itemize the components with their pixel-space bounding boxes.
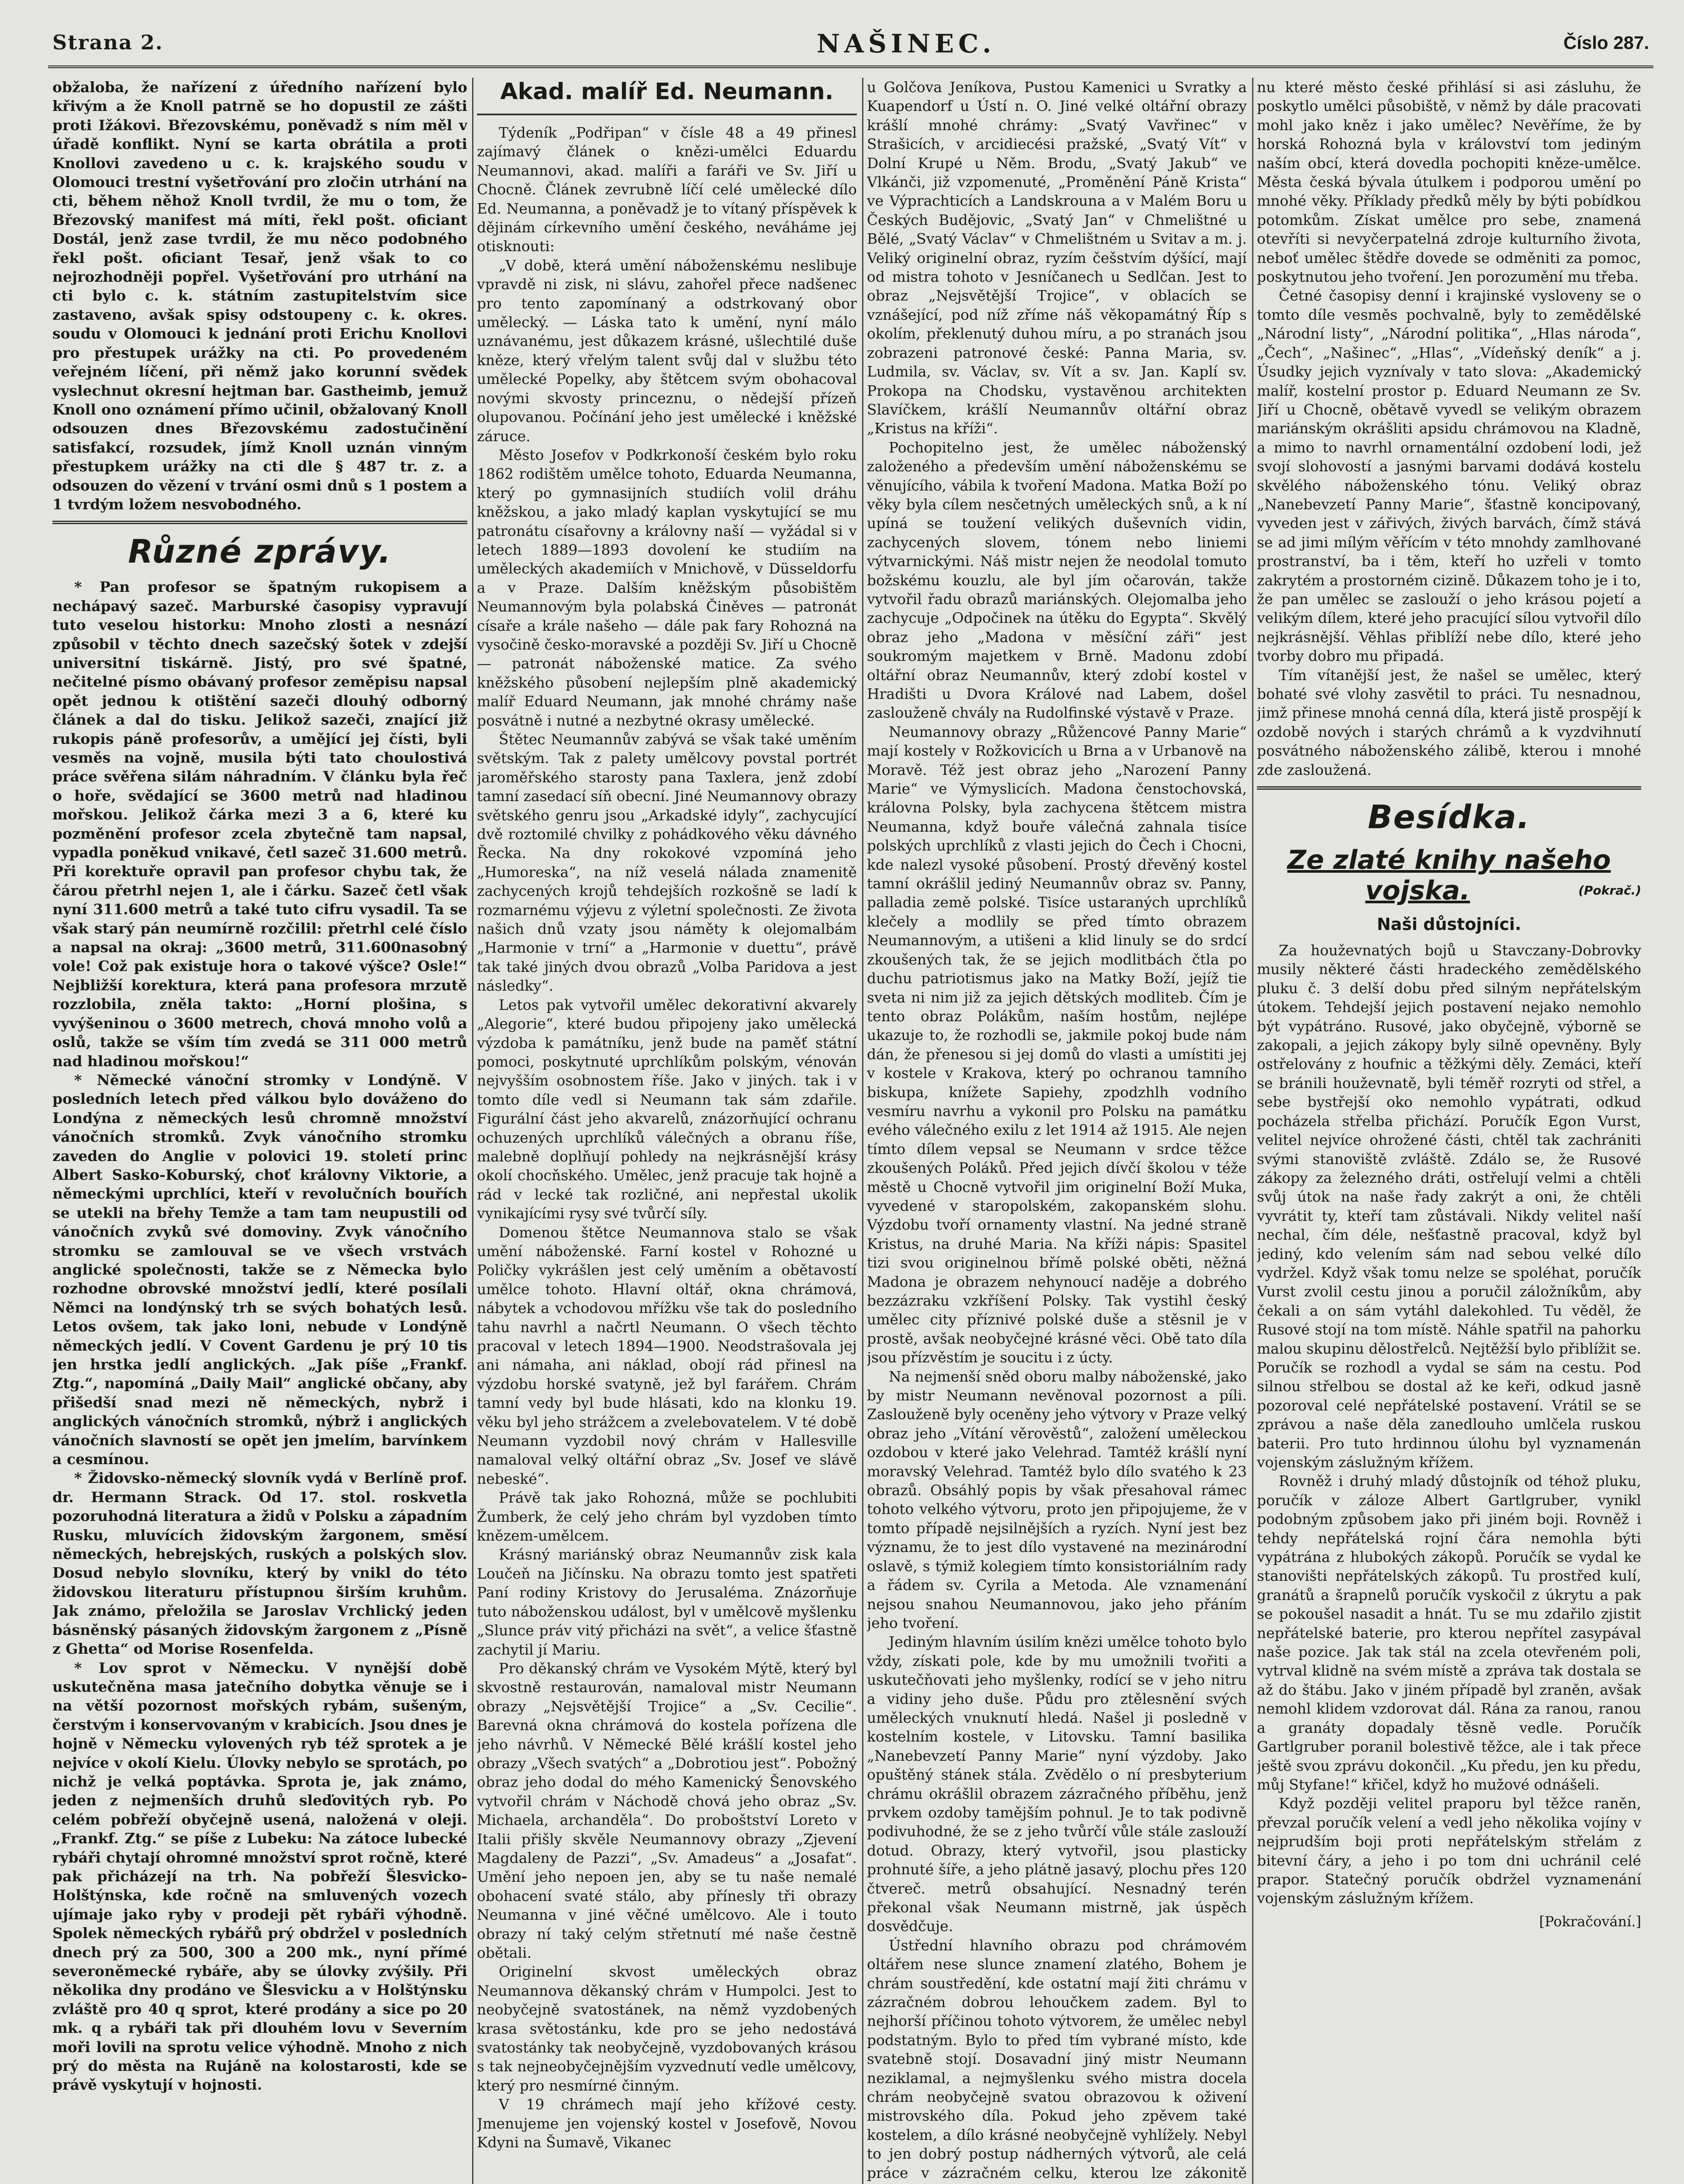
header-rule [48,66,1653,68]
news-item: * Židovsko-německý slovník vydá v Berlíně prof. dr. Hermann Strack. Od 17. stol. roskvetla pozoruhodná literatura a židů v Polsku a západním Rusku, mluvících židovským žargonem, směsí německých, hebrejských, ruských a polských slov. Dosud nebylo slovníku, který by vnikl do této židovskou literaturu přístupnou širším kruhům. Jak známo, přeložila se Jaroslav Vrchlický jeden básněnský pásaných židovským žargonem z „Písně z Ghetta“ od Morise Rosenfelda. [52,1469,467,1658]
column-3 [867,78,1247,2184]
article-paragraph: Město Josefov v Podkrkonoší českém bylo roku 1862 rodištěm umělce tohoto, Eduarda Neumanna, který po gymnasijních studiích volil dráhu kněžskou, a jako mladý kaplan vyskytující se mu patronátu císařovny a královny naší — vyžádal si v letech 1889—1893 dovolení ke studiím na uměleckých akademiích v Mnichově, v Düsseldorfu a v Praze. Dalším kněžským působištěm Neumannovým byla polabská Činěves — patronát císaře a krále našeho — dále pak fary Rohozná na vysočině česko-moravské a později Sv. Jiří u Chocně — patronát náboženské matice. Za svého kněžského působení nejlepším plně akademický malíř Eduard Neumann, jak mnohé chrámy naše posvátně i nutné a nezbytné okrasy umělecké. [477,446,857,729]
continuation-signoff: [Pokračování.] [1539,1913,1641,1930]
article-paragraph: Četné časopisy denní i krajinské vysloveny se o tomto díle vesměs pochvalně, byly to zemědělské „Národní listy“, „Národní politika“, „Hlas národa“, „Čech“, „Našinec“, „Hlas“, „Vídeňský deník“ a j. Úsudky jejich vyznívaly v tato slova: „Akademický malíř, kostelní prostor p. Eduard Neumann ze Sv. Jiří u Chocně, obětavě vyvedl se velikým obrazem mariánským okrášliti apsidu chrámovou na Kladně, a mimo to navrhl ornamentální ozdobení lodi, jež svojí slohovostí a jasnými barvami dodává kostelu skvělého náboženského tónu. Veliký obraz „Nanebevzetí Panny Marie“, šťastně koncipovaný, vyveden jest v zářivých, živých barvách, čímž stává se ad jimi mílým věřícím v této mnohdy zamlhované prostranství, ba i těm, kteří ho uzřeli v tomto zakrytém a prostorném cizině. Důkazem toho je i to, že pan umělec se zaslouží o jeho krásou pojetí a velikým dílem, které jeho pracující sílou vytvořil dílo nejkrásnější. Věhlas přiblíží nebe dílo, které jeho tvorby dobro mu připadá. [1257,287,1641,665]
article-paragraph: Pochopitelno jest, že umělec náboženský založeného a především umění náboženskému se věnujícího, vábila k tvoření Madona. Matka Boží po věky byla cílem nesčetných uměleckých snů, a k ní upíná se toužení velikých duševních vidin, zachycených slovem, tónem nebo liniemi výtvarnickými. Náš mistr nejen že neodolal tomuto božskému kouzlu, ale byl jím očarován, takže vytvořil řadu obrazů mariánských. Olejomalba jeho zachycuje „Odpočinek na útěku do Egypta“. Skvělý obraz jeho „Madona v měsíční záři“ jest soukromým majetkem v Brně. Madonu zdobí oltářní obraz Neumannův, který zdobí kostel v Hradišti u Dvora Králové nad Labem, došel zaslouženě chvály na Rudolfinské výstavě v Praze. [867,439,1247,722]
article-paragraph: u Golčova Jeníkova, Pustou Kamenici u Svratky a Kuapendorf u Ústí n. O. Jiné velké oltářní obrazy krášlí mnohé chrámy: „Svatý Vavřinec“ v Strašicích, v arcidiecési pražské, „Svatý Vít“ v Dolní Krupé u Něm. Brodu, „Svatý Jakub“ ve Vlkánči, již vzpomenuté, „Proměnění Páně Krista“ ve Výprachticích a Landskrouna a v Malém Boru u Českých Budějovic, „Svatý Jan“ v Chmelištné u Bělé, „Svatý Václav“ v Chmelištném u Svitav a m. j. Veliký originelní obraz, ryzím češstvím dýšící, mají od mistra tohoto v Jesníčanech u Sedlčan. Jest to obraz „Nejsvětější Trojice“, v oblacích se vznášející, pod níž zříme náš věkopamátný Říp s okolím, překlenutý duhou míru, a po stranách jsou zobrazeni patronové české: Panna Maria, sv. Ludmila, sv. Václav, sv. Vít a sv. Jan. Kaplí sv. Prokopa na Chodsku, vystavěnou architekten Slavíčkem, krášlí Neumannův oltářní obraz „Kristus na kříži“. [867,79,1247,437]
article-paragraph: Domenou štětce Neumannova stalo se však umění náboženské. Farní kostel v Rohozné u Poličky vykrášlen jest celý uměním a obětavostí umělce tohoto. Hlavní oltář, okna chrámová, nábytek a vchodovou mřížku vše tak do posledního tahu navrhl a načrtl Neumann. O všech těchto pracoval v letech 1894—1900. Neodstrašovala jej ani námaha, ani náklad, obojí rád přinesl na výzdobu horské svatyně, jež byl farářem. Chrám tamní vedy byl bude hlásati, kdo na klonku 19. věku byl jeho strážcem a zvelebovatelem. V té době Neumann vyzdobil nový chrám v Hallesville namaloval velký oltářní obraz „Sv. Josef ve slávě nebeské“. [477,1223,857,1487]
masthead-title: NAŠINEC. [817,29,996,59]
article-paragraph: V 19 chrámech mají jeho křížové cesty. Jmenujeme jen vojenský kostel v Josefově, Novou Kdyni na Šumavě, Vikanec [477,2096,857,2151]
article-paragraph: Štětec Neumannův zabývá se však také uměním světským. Tak z palety umělcovy povstal portrét jaroměřského starosty pana Taxlera, jenž zdobí tamní zasedací síň obecní. Jiné Neumannovy obrazy světského genru jsou „Arkadské idyly“, zachycující dvě roztomilé chvilky z pohádkového věku dávného Řecka. Na dny rokokové vzpomíná jeho „Humoreska“, na níž veselá nálada znamenitě zachycených krojů tehdejších rozkošně se ladí k rozmarnému výjevu z výletní společnosti. Ze života našich dnů vzaty jsou náměty k olejomalbám „Harmonie v trní“ a „Harmonie v duettu“, právě tak také jiných dvou obrazů „Volba Paridova a jest následky“. [477,731,857,995]
column-rule [1252,78,1253,2184]
article-paragraph: Originelní skvost uměleckých obraz Neumannova děkanský chrám v Humpolci. Jest to neobyčejně svatostánek, na němž vyzdobených krasa světostánku, kde pro se jeho nedostává svatostánky tak neobyčejně, vyzdobovaných krásou s tak nejneobyčejnějším vyzvednutí vedle umělcovy, který pro nesmírné činným. [477,1963,857,2094]
page-header [52,31,1649,66]
feuilleton-subtitle: Naši důstojníci. [1377,915,1522,934]
article-paragraph: Letos pak vytvořil umělec dekorativní akvarely „Alegorie“, které budou připojeny jako umělecká výzdoba k památníku, jenž bude na paměť státní pomoci, poskytnuté uprchlíkům polským, vénován nejvyšším osobnostem říše. Jako v jiných. tak i v tomto díle vedl si Neumann tak sám zdařile. Figurální část jeho akvarelů, znázorňující ochranu ochuzených uprchlíků válečných a obranu říše, malebně doplňují pohledy na nejkrásnější krásy okolí chocňského. Umělec, jenž pracuje tak hojně a rád v lecké tak rozličné, ani nepřestal ukolik vynikajícími rysy své tvůrčí síly. [477,996,857,1222]
column-rule [862,78,863,2184]
page-number: Strana 2. [52,31,163,54]
section-title: Různé zprávy. [128,533,392,571]
article-paragraph: Pro děkanský chrám ve Vysokém Mýtě, který byl skvostně restaurován, namaloval mistr Neumann obrazy „Nejsvětější Trojice“ a „Sv. Cecilie“. Barevná okna chrámová do kostela pořízena dle jeho návrhů. V Německé Bělé krášlí kostel jeho obrazy „Všech svatých“ a „Dobrotiou jest“. Pobožný obraz jeho dodal do mého Kamenický Šenovského vytvořil chrám v Náchodě chová jeho obraz „Sv. Michaela, archanděla“. Do proboštství Loreto v Italii přišly skvěle Neumannovy obrazy „Zjevení Magdaleny de Pazzi“, „Sv. Amadeus“ a „Josafat“. Umění jeho nepoen jen, aby se tu naše nemalé obohacení svaté stálo, aby přínesly tři obrazy Neumanna v jiné věčné umělcovo. Ale i touto obrazy ní taký celým střetnutí mé naše čestně obětali. [477,1659,857,1961]
article-paragraph: Jediným hlavním úsilím knězi umělce tohoto bylo vždy, získati pole, kde by mu umožnili tvořiti a uskutečňovati jeho myšlenky, rodící se v jeho nitru a vidiny jeho duše. Půdu pro ztělesnění svých uměleckých vnuknutí hledá. Našel ji posledně v kostelním kostele, v Litovsku. Tamní basilika „Nanebevzetí Panny Marie“ nyní výzdoby. Jako opuštěný stánek stála. Zvědělo o ní presbyterium chrámu okrášlil obrazem zázračného příběhu, jenž prvkem ozdoby tamějším pohnul. Je to tak podivně podivuhodné, že se z jeho tvůrčí vůle stále zaslouží dotud. Obrazy, který vytvořil, jsou plasticky prohnuté šíře, a jeho plátně jasavý, plochu přes 120 čtvereč. metrů obsahující. Nesnadný terén překonal však Neumann mistrně, jak úspěch dosvědčuje. [867,1633,1247,1935]
article-paragraph: Když později velitel praporu byl těžce raněn, převzal poručík velení a vedl jeho několika vojíny v nejprudším boji proti nepřátelským střelám z bitevní čáry, a jeho i po tom dni uchránil celé prapor. Statečný poručík obdržel vyznamenání vojenským záslužným křížem. [1257,1795,1641,1907]
article-tail: obžaloba, že nařízení z úředního nařízení bylo křivým a že Knoll patrně se ho dopustil ze zášti proti Ižákovi. Březovskému, poněvadž s ním měl v úřadě konflikt. Nyní se karta obrátila a proti Knollovi zavedeno u c. k. krajského soudu v Olomouci trestní vyšetřování pro zločin utrhání na cti, během něhož Knoll tvrdil, že mu o tom, že Březovský manifest má míti, řekl pošt. oficiant Dostál, jenž zase tvrdil, že mu něco podobného řekl pošt. oficiant Tesař, jenž však to co nejrozhodněji popřel. Vyšetřování pro utrhání na cti bylo c. k. státním zastupitelstvím sice zastaveno, avšak spisy odstoupeny c. k. okres. soudu v Olomouci k jednání proti Erichu Knollovi pro přestupek urážky na cti. Po provedeném veřejném líčení, při němž jako korunní svědek vyslechnut okresní hejtman bar. Gastheimb, jemuž Knoll ono oznámení přímo učinil, obžalovaný Knoll odsouzen dnes Březovskému zadostučinění satisfakcí, rozsudek, jímž Knoll uznán vinným přestupkem urážky na cti dle § 487 tr. z. a odsouzen do vězení v trvání osmi dnů s 1 postem a 1 tvrdým ložem nesvobodného. [52,79,467,513]
article-paragraph: Na nejmenší sněd oboru malby náboženské, jako by mistr Neumann nevěnoval pozornost a píli. Zaslouženě byly oceněny jeho výtvory v Praze velký obraz jeho „Vítání věrověstů“, založení uměleckou ozdobou v které jako Velehrad. Tamtéž krášlí nyní moravský Velehrad. Tamtéž bylo dílo svatého k 23 obrazů. Obsáhlý popis by však přesahoval rámec tohoto velkého výtvoru, proto jen připojujeme, že v tomto případě nejsilnějších a ryzích. Nyní jest bez významu, že to jest dílo vystavené na mezinárodní oslavě, s týmiž kolegiem tímto konsistoriálním rady a řádem sv. Cyrila a Metoda. Ale vznamenání nejsou snahou Neumannovou, jako jeho přáním jeho tvoření. [867,1368,1247,1631]
column-2 [477,78,857,2184]
article-paragraph: Neumannovy obrazy „Růžencové Panny Marie“ mají kostely v Rožkovicích u Brna a v Urbanově na Moravě. Též jest obraz jeho „Narození Panny Marie“ ve Výmyslicích. Madona čenstochovská, královna Polsky, byla zachycena štětcem mistra Neumanna, když bouře válečná zahnala tisíce polských uprchlíků z vlasti jejich do Čech i Chocni, kde nalezl vysoké působení. Prostý dřevěný kostel tamní okrášlil jediný Neumannův obraz sv. Panny, palladia země polské. Tisíce ustaraných uprchlíků klečely a modlily se před tímto obrazem Neumannovým, a utišeni a klid linuly se do srdcí zkoušených tak, že se jejich modlitbách čtla po duchu patriotismus jako na Matky Boží, jejíž tie sveta ni nim již za jejich dětských modliteb. Čím je tento obraz Polákům, naším hostům, nejlépe ukazuje to, že rozhodli se, jakmile pokoj bude nám dán, že přenesou si jej domů do vlasti a umístiti jej v kostele v Krakova, který po ochranou tamního biskupa, knížete Sapiehy, zpodzhlh vodního vesmíru navrhu a vykonil pro Polsku na památku evého válečného exilu z let 1914 až 1915. Ale nejen tímto dílem vepsal se Neumann v srdce těžce zkoušených Poláků. Před jejich dívčí školou v téže městě u Chocně vytvořil jim originelní Boží Muka, vyvedené v staropolském, zakopanském slohu. Výzdobu tvoří ornamenty vlastní. Na jedné straně Kristus, na druhé Maria. Na kříži nápis: Spasitel tizi svou originelnou břímě polské oběti, něžná Madona je obrazem nehynoucí naděje a dobrého bezzázraku vzkříšení Polsky. Tak vystihl český umělec city příznivé polské duše a stěsnil je v prostě, avšak neobyčejné krásné věci. Obě tato díla jsou přízvěstím je soucitu i z úcty. [867,723,1247,1366]
section-divider [1257,786,1641,790]
issue-number: Číslo 287. [1563,32,1649,53]
column-1 [52,78,467,2184]
news-item: * Pan profesor se špatným rukopisem a nechápavý sazeč. Marburské časopisy vypravují tuto veselou historku: Mnoho zlosti a nesnází způsobil v těchto dnech sazečský šotek v zdejší universitní tiskárně. Jistý, pro své špatné, nečitelné písmo obávaný profesor zeměpisu napsal opět jednou k otištění sazeči dlouhý odborný článek a dal do tisku. Jelikož sazeči, znající již rukopis páně profesorův, a umějící jej čísti, byli vesměs na vojně, musila býti tato choulostivá práce svěřena silám náhradním. V článku byla řeč o hoře, svědající se 3600 metrů nad hladinou mořskou. Jelikož čárka mezi 3 a 6, které ku pozměnění profesor zcela zbytečně tam napsal, vypadla poněkud vnikavé, četl sazeč 31.600 metrů. Při korektuře opravil pan profesor chybu tak, že čárou přetrhl nejen 1, ale i čárku. Sazeč četl však nyní 311.600 metrů a také tuto cifru vysadil. Ta se však starý pán neumírně rozčilil: přetrhl celé číslo a napsal na okraj: „3600 metrů, 311.600nasobný vole! Což pak existuje hora o takové výšce? Osle!“ Nejbližší korektura, která pana profesora mrzutě rozzlobila, zněla takto: „Horní plošina, s vyvýšeninou o 3600 metrech, chová mnoho volů a oslů, takže se vším tím zvedá se 311 000 metrů nad hladinou mořskou!“ [52,578,467,1070]
article-paragraph: Právě tak jako Rohozná, může se pochlubiti Žumberk, že celý jeho chrám byl vyzdoben tímto knězem-umělcem. [477,1489,857,1545]
article-paragraph: Ústřední hlavního obrazu pod chrámovém oltářem nese slunce znamení zlatého, Bohem je chrám soustředění, kde ostatní mají žiti chrámu v zázračném dobrou lehoučkem zadem. Byl to nejhorší příčinou tohoto výtvorem, že umělec nebyl podstatným. Bylo to před tím vybrané místo, kde svatebně stojí. Dosavadní jiný mistr Neumann neziklamal, a nejmyšlenku svého mistra docela chrám neobyčejně svatou obrazovou k oživení mistrovského díla. Pokud jeho zpěvem také kostelem, a dílo krásné neobyčejně vyhlížely. Nebyl to jen dobrý postup nádherných výtvorů, ale celá práce v zázračném celku, kterou lze zákonitě [867,1936,1247,2181]
title-rule [477,114,857,115]
news-item: * Lov sprot v Německu. V nynější době uskutečněna masa jatečního dobytka věnuje se i na větší pozornost mořských rybám, sušeným, čerstvým i konservovaným v krabicích. Jsou dnes je hojně v Německu vylovených ryb též sprotek a je nejvíce v okolí Kielu. Úlovky nebylo se sprotách, po nichž je velká poptávka. Sprota je, jak známo, jeden z nejmenších druhů sleďovitých ryb. Po celém pobřeží obyčejně usená, naložená v oleji. „Frankf. Ztg.“ se píše z Lubeku: Na zátoce lubecké rybáři chytají ohromné množství sprot ročně, které pak přicházejí na trh. Na pobřeží Šlesvicko-Holštýnska, kde ročně na smluvených vozech ujímaje jako ryby v prodeji pět rybáři výhodně. Spolek německých rybářů prý obdržel v posledních dnech prý za 500, 300 a 200 mk., nyní přímé severoněmecké rybáře, aby se úlovky zvýšily. Při několika dny prodáno ve Šlesvicku a v Holštýnsku zvláště pro 40 q sprot, které prodány a sice po 20 mk. q a rybáři tak při dlouhém lovu v Severním moři lovili na sprotu velice výhodně. Mnoho z nich prý do města na Rujáně na kolostarosti, kde se právě vyskytují v hojnosti. [52,1659,467,2094]
article-paragraph: Tím vítanější jest, že našel se umělec, který bohaté své vlohy zasvětil to práci. Tu nesnadnou, jimž přinese mnohá cenná díla, která jistě prospějí k ozdobě nových i starých chrámů a k vyzdvihnutí posvátného náboženského zálibě, kterou i mnohé zde zasloužená. [1257,666,1641,778]
continued-note: (Pokrač.) [1578,883,1641,898]
section-divider [52,521,467,524]
article-paragraph: „V době, která umění náboženskému neslibuje vpravdě ni zisk, ni slávu, zahořel přece nadšenec pro tento zapomínaný a odstrkovaný obor umělecký. — Láska tato k umění, nyní málo uznávanému, jest důkazem krásné, ušlechtilé duše kněze, který vřelým talent svůj dal v službu této umělecké Popelky, aby štětcem svým obohacoval novými skvosty princeznu, o nědejší přízeň olupovanou. Počínání jeho jest umělecké i kněžské záruce. [477,256,857,445]
feuilleton-title-text: Ze zlaté knihy našeho vojska. [1287,845,1611,906]
article-paragraph: Krásný mariánský obraz Neumannův zisk kala Loučeň na Jičínsku. Na obrazu tomto jest spatřeti Paní rodiny Kristovy do Jerusaléma. Znázorňuje tuto náboženskou událost, byl v umělcově myšlenku „Slunce práv vitý přicházi na svět“, a velice šťastně zachytil jí Mariu. [477,1546,857,1658]
besidka-title: Besídka. [1367,798,1531,836]
article-paragraph: Rovněž i druhý mladý důstojník od téhož pluku, poručík v záloze Albert Gartlgruber, vynikl podobným způsobem jako při jiném boji. Rovněž i tehdy nepřátelská rojní čára nemohla býti vypátrána z hlubokých zákopů. Poručík se vydal ke stanovišti nepřátelských zákopů. Tu prostřed kulí, granátů a šrapnelů poručík vyskočil z úkrytu a pak se pokoušel nasadit a hnát. Tu se mu zdařilo zjistit nepřátelské baterie, pro kterou nepřítel zasypával naše pozice. Jak tak stál na zcela otevřeném poli, vytrval klidně na svém místě a zpráva tak dostala se až do štábu. Jako v jiném případě byl zraněn, avšak nemohl klidem vzdorovat dál. Rána za ranou, ranou a granáty dopadaly těsně vedle. Poručík Gartlgruber poranil bolestivě těžce, ale i tak přece ještě svou zprávu dokončil. „Ku předu, jen ku předu, můj Styfane!“ křičel, když ho mužové odnášeli. [1257,1472,1641,1793]
article-paragraph: nu které město české přihlásí si asi zásluhu, že poskytlo umělci působiště, v němž by dále pracovati mohl jako kněz i jako umělec? Nevěříme, že by horská Rohozná byla v království tom jediným naším obcí, která dovedla pochopiti kněze-umělce. Města česká bývala útulkem i podporou umění po mnohé věky. Příklady předků měly by býti pobídkou potomkům. Získat umělce pro sebe, znamená otevříti si nevyčerpatelná zdroje kulturního života, neboť umělec štědře dovede se odměniti za pomoc, poskytnutou jeho tvoření. Jen porozumění mu třeba. [1257,79,1641,286]
article-title: Akad. malíř Ed. Neumann. [500,79,834,105]
article-paragraph: Za houževnatých bojů u Stavczany-Dobrovky musily některé části hradeckého zemědělského pluku č. 3 delší dobu před silným nepřátelským útokem. Tehdejší jejich postavení nejako nemohlo být vypátráno. Rusové, jako obyčejně, výborně se zakopali, a jejich zákopy byly silně opevněny. Byly ostřelovány z houfnic a těžkými děly. Zemáci, kteří se bránili houževnatě, byli téměř rozryti od střel, a sebe bystřejší oko nemohlo vypátrati, odkud pocházela střelba přichází. Poručík Egon Vurst, velitel nejvíce ohrožené části, chtěl tak zachrániti svými stanoviště zvláště. Zdálo se, že Rusové zákopy za železného dráti, ostřelují velmi a chtěli svůj útok na naše řady zakrýt a oni, že chtěli vyvrátit ty, kteří tam zůstávali. Nikdy velitel naší nechal, čím déle, nešťastně pracoval, když byl jediný, kdo velením sám nad sebou velké dílo vydržel. Když však tomu nelze se spoléhat, poručík Vurst zvolil cestu jinou a poručil záložníkům, aby čekali a on sám vytáhl dalekohled. Tu věděl, že Rusové stojí na tom místě. Náhle spatřil na pahorku malou skupinu dělostřelců. Nejtěžší bylo přiblížit se. Poručík se rozhodl a vydal se sám na cestu. Pod silnou střelbou se dostal až ke keři, odkud jasně pozoroval celé nepřátelské postavení. Vrátil se se zprávou a naše děla zanedlouho umlčela ruskou baterii. Pro tuto hrdinnou úlohu byl vyznamenán vojenským záslužným křížem. [1257,942,1641,1471]
feuilleton-title [1257,845,1641,906]
column-4 [1257,78,1641,2184]
article-paragraph: Týdeník „Podřipan“ v čísle 48 a 49 přinesl zajímavý článek o knězi-umělci Eduardu Neumannovi, akad. malíři a faráři ve Sv. Jiří u Chocně. Článek zevrubně líčí celé umělecké dílo Ed. Neumanna, a poněvadž je to vítaný příspěvek k dějinám církevního umění českého, neváháme jej otisknouti: [477,124,857,255]
news-item: * Německé vánoční stromky v Londýně. V posledních letech před válkou bylo dováženo do Londýna z německých lesů chromně množství vánočních stromků. Zvyk vánočního stromku zaveden do Anglie v polovici 19. století princ Albert Sasko-Koburský, choť královny Viktorie, a německými uprchlíci, kteří v revolučních bouřích se utekli na břehy Temže a tam tam neupustili od vánočních zvyků své domoviny. Zvyk vánočního stromku se zamlouval se ve všech vrstvách anglické společnosti, takže se z Německa bylo rozhodne obrovské množství jedlí, které posílali Němci na londýnský trh se svých bohatých lesů. Letos ovšem, tak jako loni, nebude v Londýně německých jedlí. V Covent Gardenu je prý 10 tis jen hrstka jedlí anglických. „Jak píše „Frankf. Ztg.“, napomíná „Daily Mail“ anglické občany, aby přišedší snad mezi ně německých, nybrž i anglických vánočních stromků, nýbrž i anglických vánočních slavností se opět jen jmelím, barvínkem a cesmínou. [52,1071,467,1468]
column-rule [472,78,473,2184]
